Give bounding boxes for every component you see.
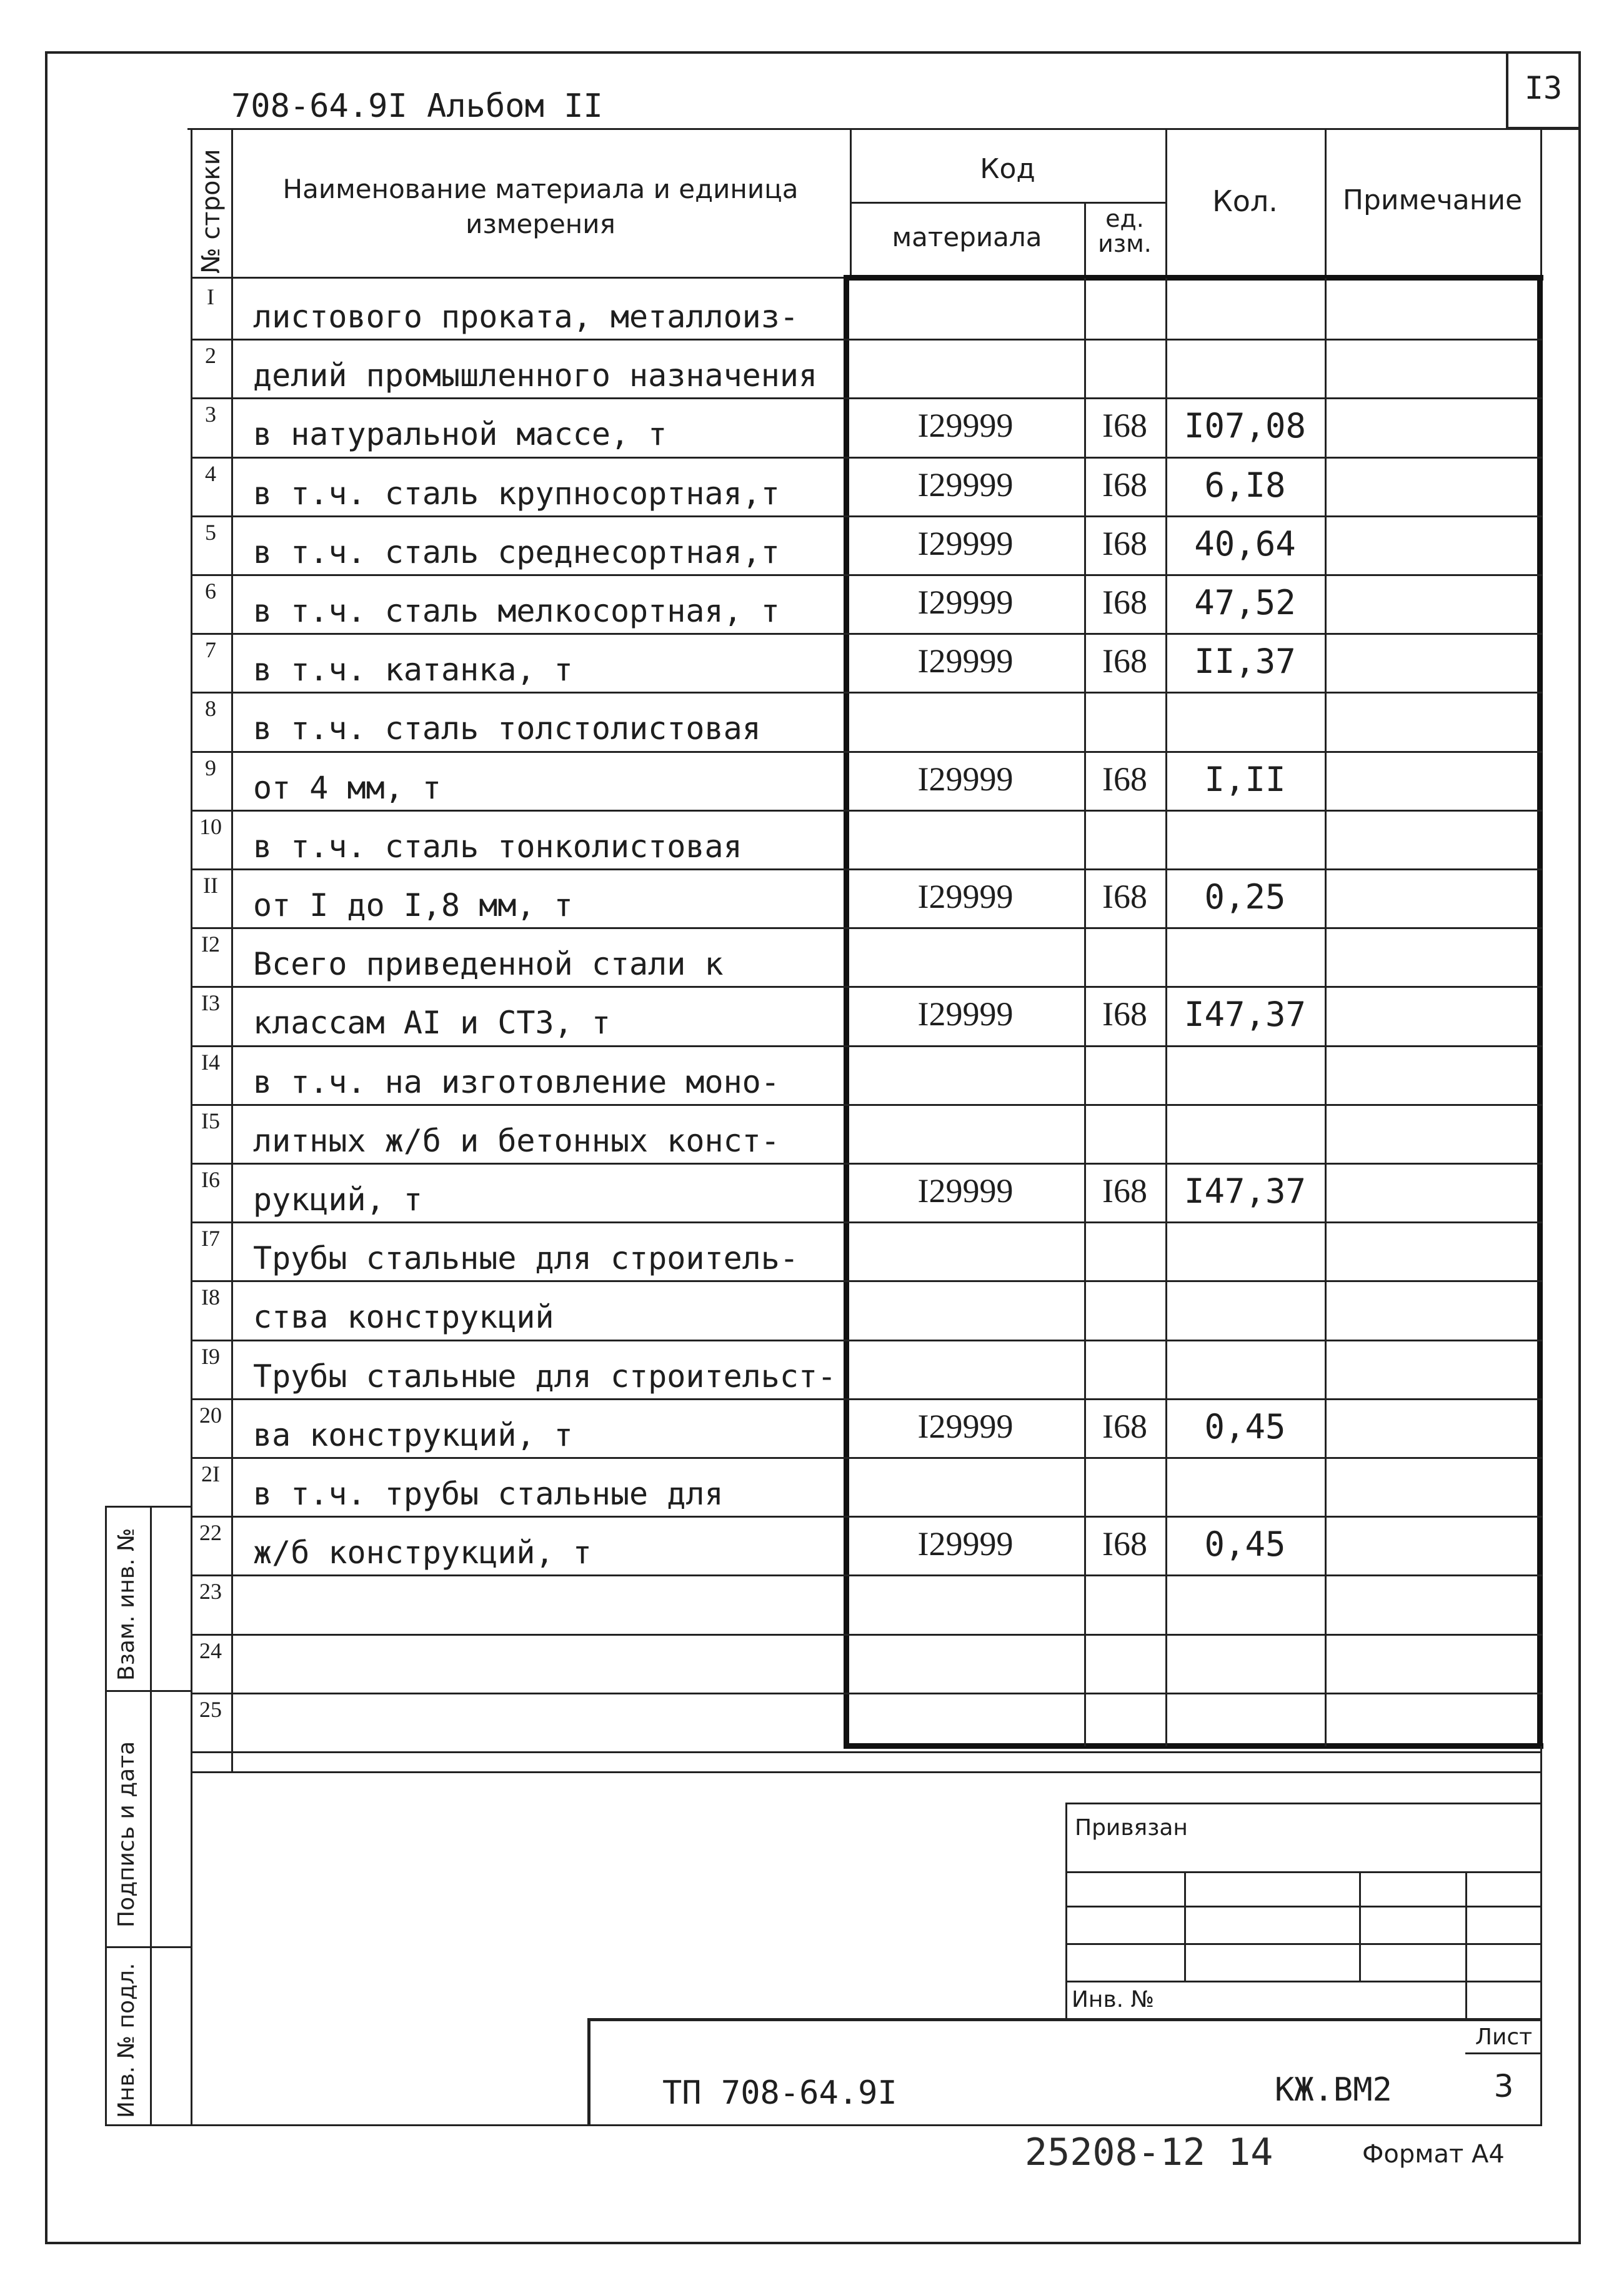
row-number: 6 xyxy=(205,579,216,604)
row-code-unit: I68 xyxy=(1102,524,1147,562)
row-number: I3 xyxy=(201,990,220,1016)
row-name: литных ж/б и бетонных конст- xyxy=(253,1122,780,1159)
row-qty: I,II xyxy=(1204,759,1286,799)
row-name: Всего приведенной стали к xyxy=(253,946,724,983)
side-vzam-inv: Взам. инв. № xyxy=(114,1528,139,1681)
row-number: I6 xyxy=(201,1167,220,1192)
row-code-material: I29999 xyxy=(917,1407,1014,1445)
header-name xyxy=(231,172,850,242)
title-doc-code: ТП 708-64.9I xyxy=(662,2074,897,2112)
row-divider xyxy=(191,515,1542,517)
row-divider xyxy=(191,1398,1542,1400)
row-name: Трубы стальные для строитель- xyxy=(253,1240,799,1277)
title-inv-no: Инв. № xyxy=(1072,1987,1155,2012)
row-number: 24 xyxy=(199,1638,222,1663)
row-code-unit: I68 xyxy=(1102,1407,1147,1445)
header-row-no: № строки xyxy=(197,149,226,274)
row-code-unit: I68 xyxy=(1102,760,1147,798)
row-name: в т.ч. сталь крупносортная,т xyxy=(253,475,780,512)
row-divider xyxy=(191,692,1542,694)
row-divider xyxy=(191,1163,1542,1165)
sheet-number: I3 xyxy=(1524,70,1563,106)
row-name: от I до I,8 мм, т xyxy=(253,887,573,923)
row-number: I5 xyxy=(201,1108,220,1133)
row-number: 8 xyxy=(205,696,216,722)
header-name-text: Наименование материала и единица измерения xyxy=(282,174,799,239)
row-divider xyxy=(191,986,1542,988)
row-name: листового проката, металлоиз- xyxy=(253,299,799,335)
row-qty: 6,I8 xyxy=(1204,465,1286,505)
format-label: Формат А4 xyxy=(1362,2140,1505,2169)
album-title: 708-64.9I Альбом II xyxy=(231,87,603,125)
row-number: 20 xyxy=(199,1402,222,1428)
row-code-material: I29999 xyxy=(917,760,1014,798)
title-list-label: Лист xyxy=(1475,2024,1533,2050)
row-divider xyxy=(191,457,1542,459)
row-name: в т.ч. сталь мелкосортная, т xyxy=(253,593,780,629)
row-code-unit: I68 xyxy=(1102,465,1147,504)
header-note: Примечание xyxy=(1342,184,1523,216)
row-divider xyxy=(191,868,1542,870)
row-number: I8 xyxy=(201,1285,220,1310)
header-code-unit xyxy=(1084,206,1165,256)
row-divider xyxy=(191,574,1542,576)
header-code: Код xyxy=(980,153,1035,185)
row-number: 23 xyxy=(199,1579,222,1604)
row-qty: I07,08 xyxy=(1183,406,1307,446)
row-number: I9 xyxy=(201,1343,220,1369)
row-qty: 40,64 xyxy=(1194,524,1296,564)
row-name: ства конструкций xyxy=(253,1299,554,1336)
row-divider xyxy=(191,1574,1542,1576)
row-name: ж/б конструкций, т xyxy=(253,1534,592,1571)
row-qty: 0,45 xyxy=(1204,1525,1286,1564)
row-qty: 0,25 xyxy=(1204,877,1286,917)
row-name: в т.ч. сталь тонколистовая xyxy=(253,828,742,865)
stamp-number: 25208-12 14 xyxy=(1025,2131,1273,2174)
row-divider xyxy=(191,1634,1542,1636)
row-number: 5 xyxy=(205,519,216,545)
row-divider xyxy=(191,633,1542,635)
row-divider xyxy=(191,1104,1542,1106)
row-divider xyxy=(191,1280,1542,1282)
row-name: в т.ч. на изготовление моно- xyxy=(253,1063,780,1100)
row-divider xyxy=(191,397,1542,399)
row-code-material: I29999 xyxy=(917,995,1014,1033)
row-code-unit: I68 xyxy=(1102,1172,1147,1210)
row-code-material: I29999 xyxy=(917,642,1014,680)
row-code-material: I29999 xyxy=(917,878,1014,915)
row-name: в т.ч. сталь толстолистовая xyxy=(253,710,761,747)
row-code-material: I29999 xyxy=(917,524,1014,562)
row-divider xyxy=(191,1045,1542,1047)
row-divider xyxy=(191,1516,1542,1518)
row-divider xyxy=(191,339,1542,341)
row-number: II xyxy=(203,873,218,898)
row-qty: 47,52 xyxy=(1194,583,1296,622)
row-name: в т.ч. трубы стальные для xyxy=(253,1476,724,1512)
row-number: 10 xyxy=(199,813,222,839)
row-number: I2 xyxy=(201,932,220,957)
header-code-unit-text: ед. изм. xyxy=(1098,205,1152,257)
row-number: 9 xyxy=(205,755,216,780)
row-divider xyxy=(191,810,1542,812)
row-qty: 0,45 xyxy=(1204,1406,1286,1446)
row-number: I4 xyxy=(201,1049,220,1075)
row-name: Трубы стальные для строительст- xyxy=(253,1358,837,1395)
title-privyazan: Привязан xyxy=(1075,1815,1188,1841)
row-code-unit: I68 xyxy=(1102,1525,1147,1563)
row-number: I7 xyxy=(201,1226,220,1251)
row-name: в т.ч. катанка, т xyxy=(253,652,573,689)
row-number: 2 xyxy=(205,343,216,369)
row-number: 2I xyxy=(201,1461,220,1486)
row-code-unit: I68 xyxy=(1102,407,1147,445)
row-divider xyxy=(191,1751,1542,1753)
row-name: делий промышленного назначения xyxy=(253,357,818,394)
row-number: I xyxy=(207,284,214,309)
row-code-material: I29999 xyxy=(917,1172,1014,1210)
row-divider xyxy=(191,751,1542,753)
row-number: 22 xyxy=(199,1520,222,1546)
header-code-material: материала xyxy=(892,222,1042,252)
title-mark: КЖ.ВМ2 xyxy=(1275,2071,1392,2109)
row-code-material: I29999 xyxy=(917,407,1014,445)
row-divider xyxy=(191,1457,1542,1459)
row-number: 4 xyxy=(205,460,216,486)
row-code-material: I29999 xyxy=(917,465,1014,504)
side-inv-podl: Инв. № подл. xyxy=(114,1962,139,2118)
row-divider xyxy=(191,1693,1542,1694)
row-number: 7 xyxy=(205,637,216,663)
row-qty: I47,37 xyxy=(1183,995,1307,1035)
row-code-unit: I68 xyxy=(1102,878,1147,915)
row-divider xyxy=(191,927,1542,929)
header-qty: Кол. xyxy=(1212,184,1278,218)
row-code-unit: I68 xyxy=(1102,584,1147,621)
row-name: в натуральной массе, т xyxy=(253,416,667,453)
row-number: 3 xyxy=(205,402,216,427)
row-code-material: I29999 xyxy=(917,584,1014,621)
row-code-unit: I68 xyxy=(1102,995,1147,1033)
side-podpis-data: Подпись и дата xyxy=(114,1741,139,1927)
row-qty: II,37 xyxy=(1194,642,1296,682)
title-list-value: 3 xyxy=(1493,2068,1514,2104)
row-name: ва конструкций, т xyxy=(253,1416,573,1453)
album-title-underline xyxy=(187,128,1581,130)
row-divider xyxy=(191,1221,1542,1223)
row-name: рукций, т xyxy=(253,1181,422,1218)
row-name: от 4 мм, т xyxy=(253,769,442,806)
row-code-unit: I68 xyxy=(1102,642,1147,680)
row-name: классам AI и СТ3, т xyxy=(253,1005,610,1042)
row-name: в т.ч. сталь среднесортная,т xyxy=(253,534,780,570)
row-code-material: I29999 xyxy=(917,1525,1014,1563)
row-divider xyxy=(191,1340,1542,1341)
row-number: 25 xyxy=(199,1696,222,1722)
row-qty: I47,37 xyxy=(1183,1171,1307,1211)
